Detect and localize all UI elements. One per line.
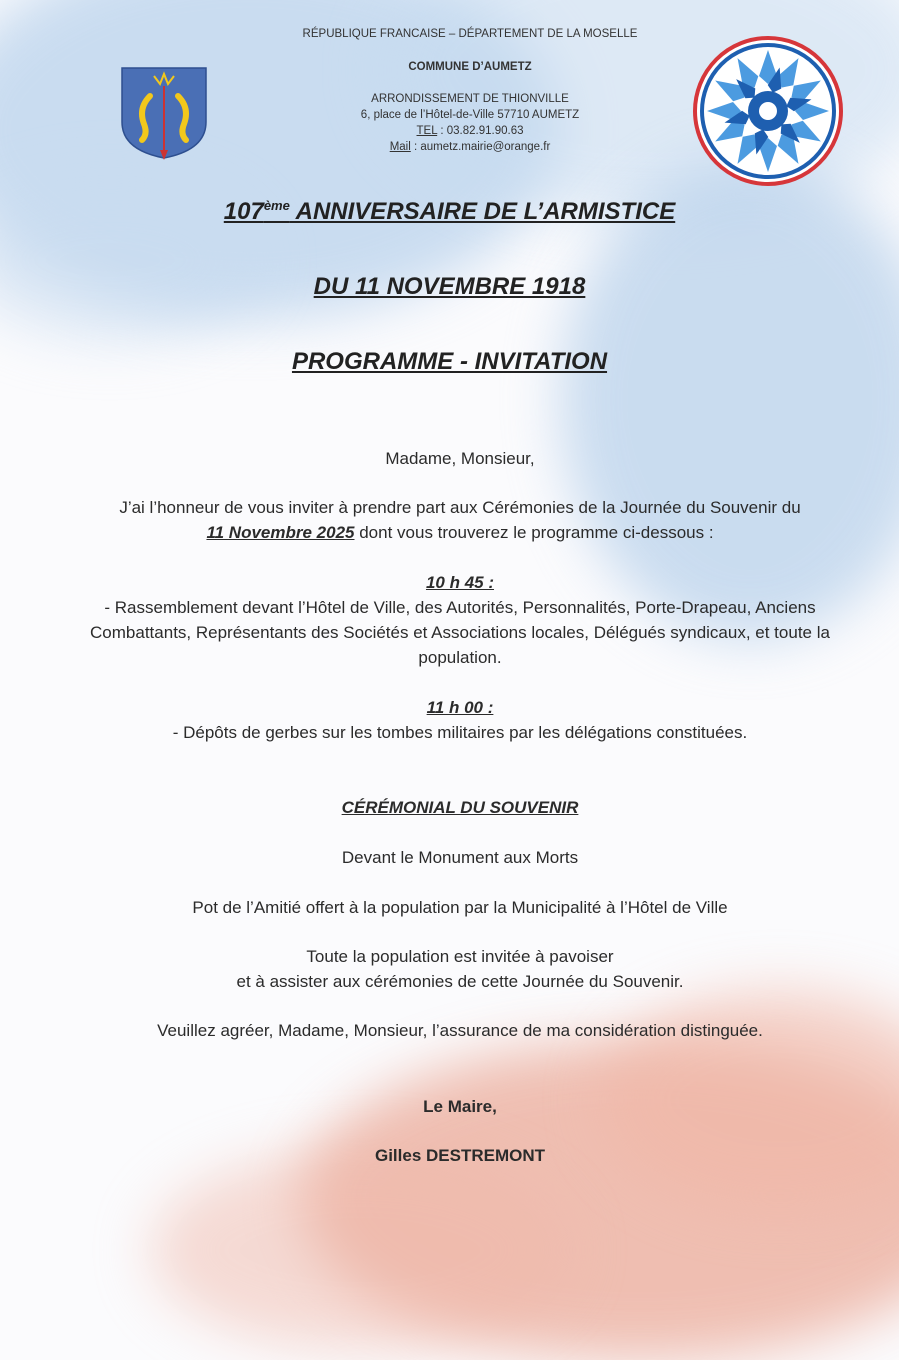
programme-item-1-line1: - Rassemblement devant l’Hôtel de Ville, des Autorités, Personnalités, Porte-Drapeau, Anciens [104, 598, 816, 617]
intro-line2 [40, 520, 880, 545]
pavoiser-line2: et à assister aux cérémonies de cette Journée du Souvenir. [236, 972, 684, 991]
header-address: 6, place de l’Hôtel-de-Ville 57710 AUMETZ [360, 109, 580, 121]
header-commune: COMMUNE D’AUMETZ [408, 61, 532, 73]
header-mail [250, 141, 690, 153]
closing-formula: Veuillez agréer, Madame, Monsieur, l’assurance de ma considération distinguée. [157, 1021, 763, 1040]
title-rest: ANNIVERSAIRE DE L’ARMISTICE [289, 198, 676, 225]
pot-amitie-text: Pot de l’Amitié offert à la population par la Municipalité à l’Hôtel de Ville [192, 898, 728, 917]
intro-line1: J’ai l’honneur de vous inviter à prendre part aux Cérémonies de la Journée du Souvenir du [119, 498, 801, 517]
mail-value[interactable]: : aumetz.mairie@orange.fr [410, 141, 551, 153]
signature-name: Gilles DESTREMONT [374, 1146, 546, 1165]
header-tel [250, 125, 690, 137]
title-anniversary [0, 198, 899, 226]
monument-text: Devant le Monument aux Morts [341, 848, 579, 867]
title-superscript: ème [263, 198, 290, 213]
header-arrondissement: ARRONDISSEMENT DE THIONVILLE [371, 93, 569, 105]
aumetz-coat-of-arms-icon [120, 66, 208, 162]
mail-label: Mail [389, 141, 411, 153]
tel-label: TEL [416, 125, 438, 137]
programme-item-1-line2: Combattants, Représentants des Sociétés et Associations locales, Délégués syndicaux, et toute la [90, 623, 830, 642]
ceremonial-title: CÉRÉMONIAL DU SOUVENIR [341, 798, 579, 817]
programme-item-1-line3: population. [418, 648, 502, 667]
time-1100: 11 h 00 : [426, 698, 494, 717]
time-1045: 10 h 45 : [425, 573, 495, 592]
programme-item-2: - Dépôts de gerbes sur les tombes militaires par les délégations constituées. [172, 723, 748, 742]
salutation: Madame, Monsieur, [385, 449, 535, 468]
header-republic: RÉPUBLIQUE FRANCAISE – DÉPARTEMENT DE LA MOSELLE [302, 28, 638, 40]
title-number: 107 [223, 198, 264, 225]
bleuet-cocarde-icon [693, 36, 843, 186]
pavoiser-line1: Toute la population est invitée à pavoiser [306, 947, 614, 966]
title-programme: PROGRAMME - INVITATION [291, 348, 608, 375]
event-date: 11 Novembre 2025 [206, 523, 355, 542]
tel-value: : 03.82.91.90.63 [437, 125, 524, 137]
signature-title: Le Maire, [423, 1097, 497, 1116]
title-date: DU 11 NOVEMBRE 1918 [313, 273, 586, 300]
intro-line2-text: dont vous trouverez le programme ci-dessous : [354, 523, 714, 542]
